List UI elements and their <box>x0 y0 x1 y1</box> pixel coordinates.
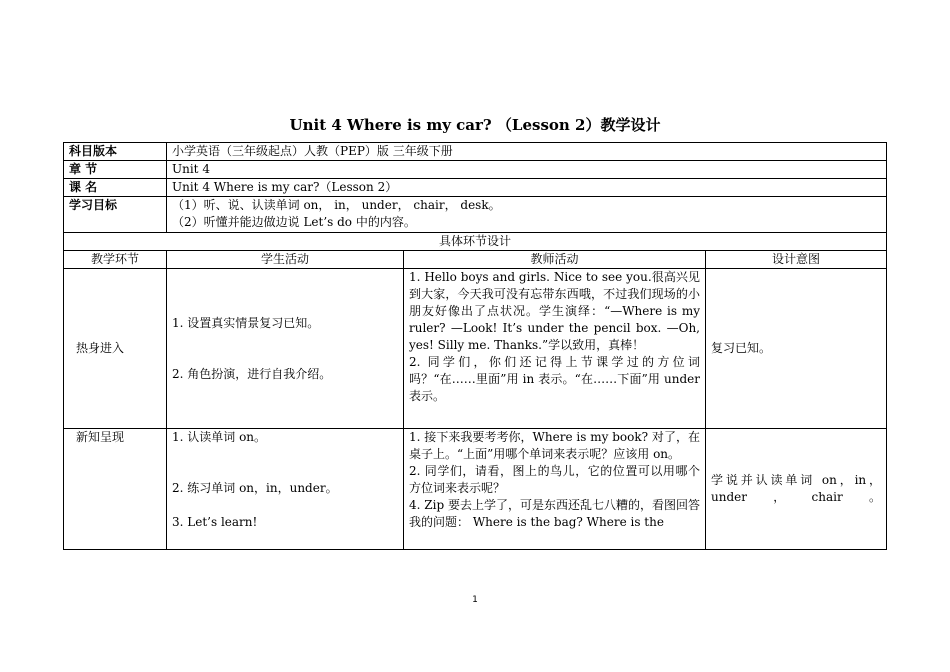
header-teacher: 教师活动 <box>404 251 706 269</box>
intent-cell: 复习已知。 <box>706 269 887 429</box>
student-activity: 2. 练习单词 on，in，under。 <box>172 481 338 495</box>
goal-item: （1）听、说、认读单词 on， in， under， chair， desk。 <box>172 198 501 212</box>
chapter-value: Unit 4 <box>167 161 887 179</box>
header-intent: 设计意图 <box>706 251 887 269</box>
lesson-row <box>64 179 887 197</box>
lesson-value: Unit 4 Where is my car?（Lesson 2） <box>167 179 887 197</box>
section-title-row <box>64 233 887 251</box>
intent-cell: 学说并认读单词 on，in，under，chair。 <box>706 429 887 550</box>
chapter-label: 章 节 <box>64 161 167 179</box>
goals-row <box>64 197 887 233</box>
stage-cell: 热身进入 <box>64 269 167 429</box>
lesson-plan-table <box>63 142 887 550</box>
student-activity: 1. 认读单词 on。 <box>172 430 267 444</box>
subject-row <box>64 143 887 161</box>
teacher-cell: 1. Hello boys and girls. Nice to see you.很高兴见到大家，今天我可没有忘带东西哦，不过我们现场的小朋友好像出了点状况。学生演绎：“—Where is my ruler? —Look! It’s under the pencil box. —Oh, yes! Silly me. Thanks.”学以致用，真棒！ 2. 同学们，你们还记得上节课学过的方位词吗？“在……里面”用 in 表示。“在……下面”用 under 表示。 <box>404 269 706 429</box>
stage-cell: 新知呈现 <box>64 429 167 550</box>
goals-value <box>167 197 887 233</box>
student-activity: 2. 角色扮演，进行自我介绍。 <box>172 366 332 381</box>
page-number: 1 <box>472 595 478 605</box>
goal-item: （2）听懂并能边做边说 Let’s do 中的内容。 <box>172 215 416 229</box>
header-stage: 教学环节 <box>64 251 167 269</box>
student-cell <box>167 429 404 550</box>
table-row <box>64 429 887 550</box>
header-student: 学生活动 <box>167 251 404 269</box>
lesson-label: 课 名 <box>64 179 167 197</box>
teacher-cell: 1. 接下来我要考考你，Where is my book? 对了，在桌子上。“上面”用哪个单词来表示呢？应该用 on。 2. 同学们，请看，图上的鸟儿，它的位置可以用哪个方位词来表示呢？ 4. Zip 要去上学了，可是东西还乱七八糟的，看图回答我的问题： Where is the bag? Where is the <box>404 429 706 550</box>
column-header-row <box>64 251 887 269</box>
table-row <box>64 269 887 429</box>
student-cell <box>167 269 404 429</box>
subject-label: 科目版本 <box>64 143 167 161</box>
student-activity: 3. Let’s learn! <box>172 515 258 529</box>
subject-value: 小学英语（三年级起点）人教（PEP）版 三年级下册 <box>167 143 887 161</box>
goals-label: 学习目标 <box>64 197 167 233</box>
document-title: Unit 4 Where is my car? （Lesson 2）教学设计 <box>289 116 661 134</box>
section-title: 具体环节设计 <box>64 233 887 251</box>
chapter-row <box>64 161 887 179</box>
student-activity: 1. 设置真实情景复习已知。 <box>172 315 320 330</box>
